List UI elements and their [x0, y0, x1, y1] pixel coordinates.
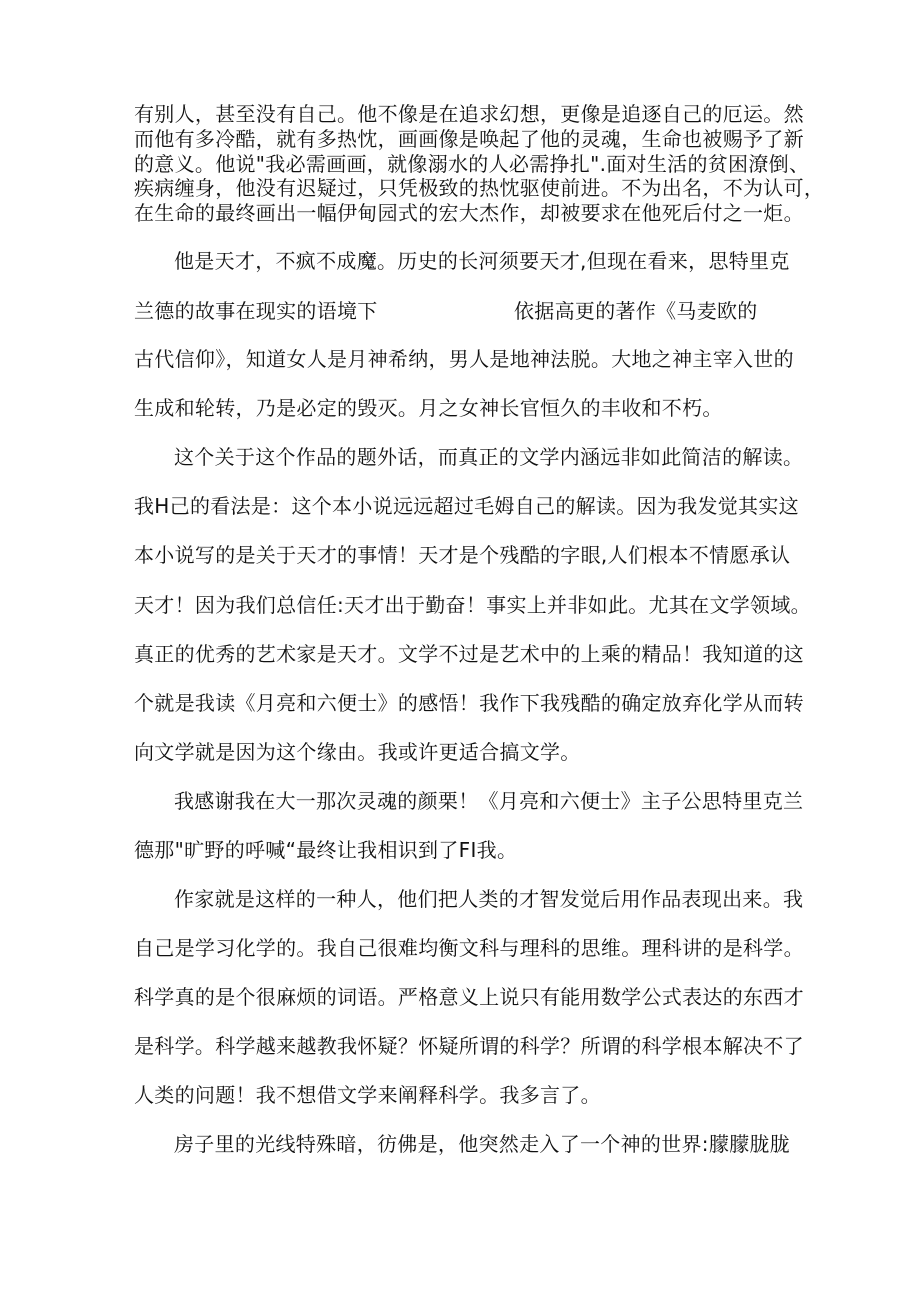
paragraph-line-right: 依据高更的著作《马麦欧的 — [514, 299, 758, 323]
paragraph-line: 有别人，甚至没有自己。他不像是在追求幻想，更像是追逐自己的厄运。然 — [134, 102, 804, 126]
paragraph-line: 而他有多冷酷，就有多热忱，画画像是唤起了他的灵魂，生命也被赐予了新 — [134, 127, 804, 151]
paragraph-line: 自己是学习化学的。我自己很难均衡文科与理科的思维。理科讲的是科学。 — [134, 936, 804, 960]
paragraph-line: 古代信仰》，知道女人是月神希纳，男人是地神法脱。大地之神主宰入世的 — [134, 347, 794, 371]
paragraph-line: 科学真的是个很麻烦的词语。严格意义上说只有能用数学公式表达的东西才 — [134, 985, 804, 1009]
paragraph-line-left: 兰德的故事在现实的语境下 — [134, 299, 378, 323]
paragraph-line: 真正的优秀的艺术家是天才。文学不过是艺术中的上乘的精品！我知道的这 — [134, 642, 804, 666]
paragraph-line: 是科学。科学越来越教我怀疑？怀疑所谓的科学？所谓的科学根本解决不了 — [134, 1034, 804, 1058]
paragraph-line: 在生命的最终画出一幅伊甸园式的宏大杰作，却被要求在他死后付之一炬。 — [134, 201, 804, 225]
paragraph-line: 本小说写的是关于天才的事情！天才是个残酷的字眼,人们根本不情愿承认 — [134, 543, 791, 567]
paragraph-line: 作家就是这样的一种人，他们把人类的才智发觉后用作品表现出来。我 — [174, 887, 804, 911]
paragraph-line: 我H己的看法是：这个本小说远远超过毛姆自己的解读。因为我发觉其实这 — [134, 494, 799, 518]
paragraph-line: 个就是我读《月亮和六便士》的感悟！我作下我残酷的确定放弃化学从而转 — [134, 691, 804, 715]
paragraph-line: 我感谢我在大一那次灵魂的颜栗！《月亮和六便士》主子公思特里克兰 — [174, 789, 804, 813]
paragraph-line: 生成和轮转，乃是必定的毁灭。月之女神长官恒久的丰收和不朽。 — [134, 396, 723, 420]
paragraph-line: 房子里的光线特殊暗，彷佛是，他突然走入了一个神的世界:朦朦胧胧 — [174, 1132, 791, 1156]
paragraph-line: 疾病缠身，他没有迟疑过，只凭极致的热忱驱使前进。不为出名，不为认可， — [134, 176, 825, 200]
paragraph-line: 人类的问题！我不想借文学来阐释科学。我多言了。 — [134, 1083, 601, 1107]
paragraph-line: 的意义。他说"我必需画画，就像溺水的人必需挣扎".面对生活的贫困潦倒、 — [134, 152, 810, 176]
paragraph-line: 这个关于这个作品的题外话，而真正的文学内涵远非如此简洁的解读。 — [174, 445, 804, 469]
paragraph-line: 德那"旷野的呼喊“最终让我相识到了FI我。 — [134, 838, 518, 862]
paragraph-line: 向文学就是因为这个缘由。我或许更适合搞文学。 — [134, 740, 581, 764]
paragraph-line: 天才！因为我们总信任:天才出于勤奋！事实上并非如此。尤其在文学领域。 — [134, 593, 811, 617]
paragraph-line: 他是天才，不疯不成魔。历史的长河须要天才,但现在看来，思特里克 — [174, 249, 790, 273]
